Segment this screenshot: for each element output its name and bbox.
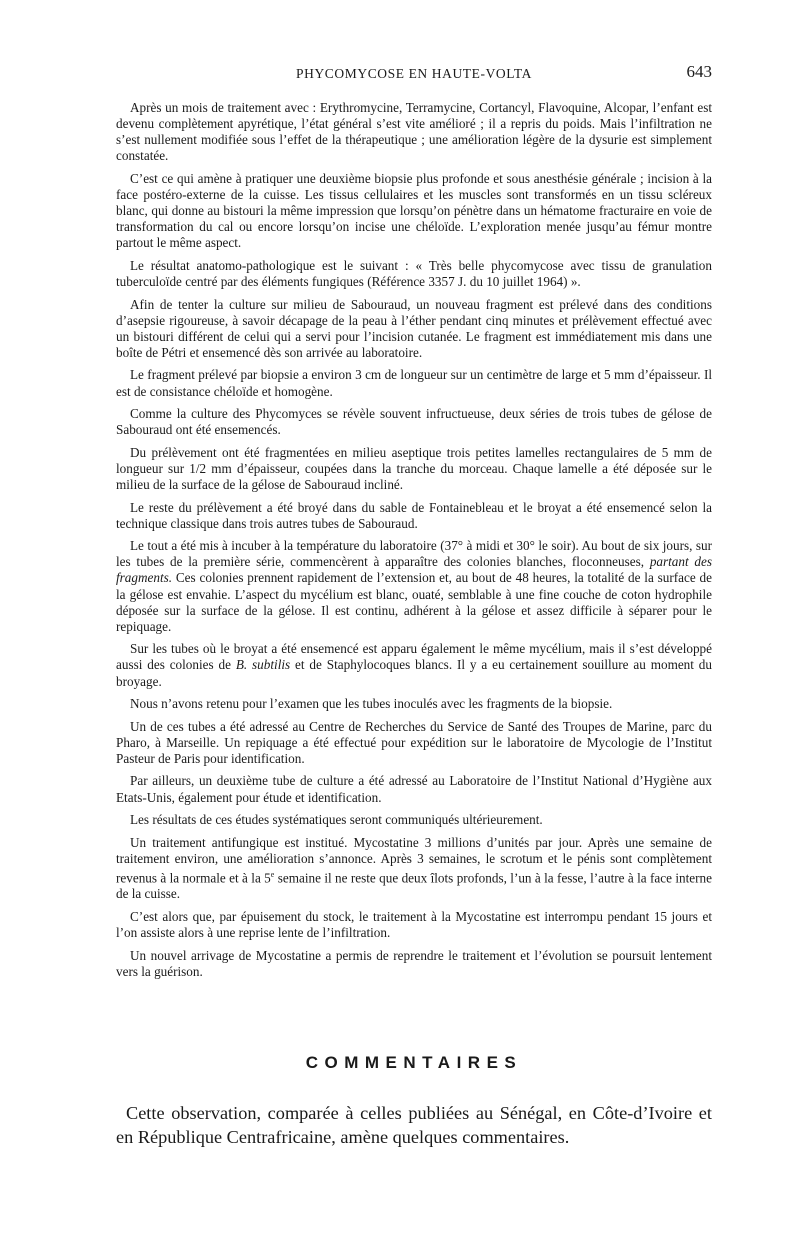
paragraph: Un de ces tubes a été adressé au Centre de Recherches du Service de Santé des Troupes de Marine, parc du Pharo, à Marseille. Un repiquage a été effectué pour expédition sur le laboratoire de Mycologie de l’Institut Pasteur de Paris pour identification. xyxy=(116,718,712,766)
paragraph: Du prélèvement ont été fragmentées en milieu aseptique trois petites lamelles rectangulaires de 5 mm de longueur sur 1/2 mm d’épaisseur, coupées dans la tranche du morceau. Chaque lamelle a été déposée sur le milieu de la surface de la gélose de Sabouraud incliné. xyxy=(116,444,712,492)
paragraph: C’est alors que, par épuisement du stock, le traitement à la Mycostatine est interrompu pendant 15 jours et l’on assiste alors à une reprise lente de l’infiltration. xyxy=(116,909,712,941)
species-name: B. subtilis xyxy=(235,657,291,673)
paragraph: Les résultats de ces études systématiques seront communiqués ultérieurement. xyxy=(130,812,543,828)
paragraph: Comme la culture des Phycomyces se révèle souvent infructueuse, deux séries de trois tubes de gélose de Sabouraud ont été ensemencés. xyxy=(116,406,712,438)
body-text xyxy=(116,100,712,986)
paragraph xyxy=(116,835,712,903)
paragraph: Le reste du prélèvement a été broyé dans du sable de Fontainebleau et le broyat a été ensemencé selon la technique classique dans trois autres tubes de Sabouraud. xyxy=(116,499,712,531)
superscript: e xyxy=(270,869,275,879)
italic-phrase: partant des fragments. xyxy=(116,554,712,586)
section-heading: COMMENTAIRES xyxy=(305,1053,523,1072)
paragraph: Nous n’avons retenu pour l’examen que les tubes inoculés avec les fragments de la biopsie. xyxy=(130,696,613,712)
paragraph xyxy=(116,538,712,635)
paragraph: C’est ce qui amène à pratiquer une deuxième biopsie plus profonde et sous anesthésie générale ; incision à la face postéro-externe de la cuisse. Les tissus cellulaires et les muscles sont transformés en un tissu scléreux blanc, qui donne au bistouri la même impression que lorsqu’on pénètre dans un hématome fracturaire en voie de transformation du cal ou encore lorsqu’on incise une chéloïde. L’exploration menée jusqu’au fémur montre partout le même aspect. xyxy=(116,170,712,251)
paragraph: Par ailleurs, un deuxième tube de culture a été adressé au Laboratoire de l’Institut National d’Hygiène aux Etats-Unis, également pour étude et identification. xyxy=(116,773,712,805)
text-run: et de Staphylocoques blancs. Il y a eu certainement souillure au moment du broyage. xyxy=(116,657,712,689)
paragraph: Le résultat anatomo-pathologique est le suivant : « Très belle phycomycose avec tissu de granulation tuberculoïde centré par des éléments fungiques (Référence 3357 J. du 10 juillet 1964) ». xyxy=(116,257,712,289)
paragraph: Le fragment prélevé par biopsie a environ 3 cm de longueur sur un centimètre de large et 5 mm d’épaisseur. Il est de consistance chéloïde et homogène. xyxy=(116,367,712,399)
text-run: Ces colonies prennent rapidement de l’extension et, au bout de 48 heures, la totalité de la surface de la gélose est envahie. L’aspect du mycélium est blanc, ouaté, semblable à une fine couche de coton hydrophile déposée sur la surface de la gélose. Il est continu, adhérent à la gélose et assez difficile à séparer pour le repiquage. xyxy=(116,570,712,634)
section-intro xyxy=(116,1101,712,1149)
text-run: Le tout a été mis à incuber à la température du laboratoire (37° à midi et 30° le soir). Au bout de six jours, sur les tubes de la première série, commencèrent à apparaître des colonies blanches, floconneuses, xyxy=(116,538,712,570)
paragraph: Après un mois de traitement avec : Erythromycine, Terramycine, Cortancyl, Flavoquine, Alcopar, l’enfant est devenu complètement apyrétique, l’état général s’est vite amélioré ; il a repris du poids. Mais l’infiltration ne s’est nullement modifiée sous l’effet de la thérapeutique ; une amélioration légère de la dysurie est simplement constatée. xyxy=(116,100,712,164)
running-title: PHYCOMYCOSE EN HAUTE-VOLTA xyxy=(295,66,533,81)
paragraph: Afin de tenter la culture sur milieu de Sabouraud, un nouveau fragment est prélevé dans des conditions d’asepsie rigoureuse, à savoir décapage de la peau à l’éther pendant cinq minutes et prélèvement effectué avec un bistouri différent de celui qui a servi pour l’incision cutanée. Le fragment est immédiatement mis dans une boîte de Pétri et ensemencé dès son arrivée au laboratoire. xyxy=(116,296,712,360)
page-header xyxy=(116,62,712,84)
text-run: Un traitement antifungique est institué. Mycostatine 3 millions d’unités par jour. Après une semaine de traitement environ, une amélioration s’annonce. Après 3 semaines, le scrotum et le pénis sont complètement revenus à la normale et à la 5 xyxy=(116,834,712,886)
text-run: semaine il ne reste que deux îlots profonds, l’un à la fesse, l’autre à la face interne de la cuisse. xyxy=(116,870,712,902)
page-number: 643 xyxy=(686,62,712,81)
paragraph: Cette observation, comparée à celles publiées au Sénégal, en Côte-d’Ivoire et en République Centrafricaine, amène quelques commentaires. xyxy=(116,1103,712,1147)
text-run: Sur les tubes où le broyat a été ensemencé est apparu également le même mycélium, mais il s’est développé aussi des colonies de xyxy=(116,641,712,673)
paragraph: Un nouvel arrivage de Mycostatine a permis de reprendre le traitement et l’évolution se poursuit lentement vers la guérison. xyxy=(116,947,712,979)
paragraph xyxy=(116,641,712,689)
